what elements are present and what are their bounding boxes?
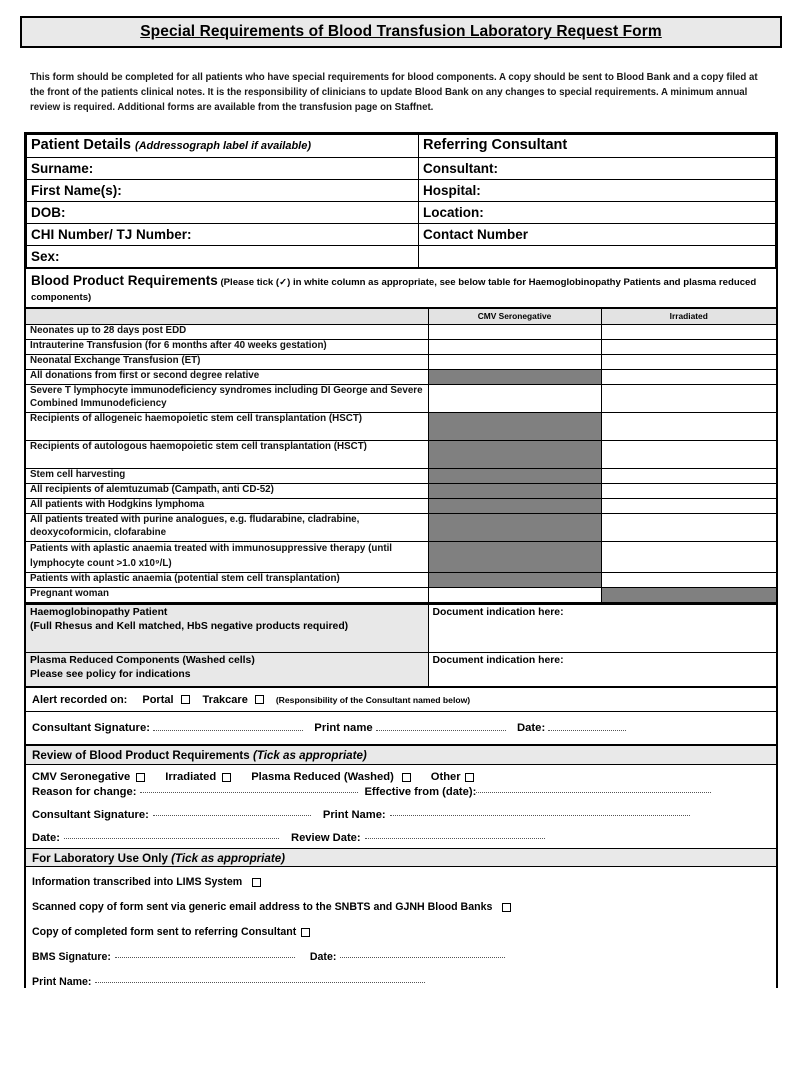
bpr-title: Blood Product Requirements (31, 273, 218, 288)
blood-product-requirements-heading (26, 268, 776, 308)
cmv-tick-cell[interactable] (428, 325, 601, 340)
cmv-tick-cell (428, 541, 601, 572)
alert-note: (Responsibility of the Consultant named below) (275, 694, 471, 705)
scanned-copy-line (32, 901, 770, 913)
irradiated-tick-cell[interactable] (601, 340, 776, 355)
page-title: Special Requirements of Blood Transfusion Laboratory Request Form (140, 23, 662, 40)
date-input[interactable] (548, 730, 626, 731)
table-row (27, 246, 776, 268)
review-bar-note: (Tick as appropriate) (252, 749, 367, 763)
alert-recorded-row (26, 687, 776, 712)
laboratory-bar-title: For Laboratory Use Only (32, 852, 168, 866)
plasma-reduced-title: Plasma Reduced Components (Washed cells) (30, 655, 255, 667)
indication-label: All donations from first or second degree relative (26, 370, 428, 385)
table-row (27, 202, 776, 224)
print-name-input[interactable] (376, 730, 506, 731)
review-other-label: Other (430, 771, 461, 784)
spacer (32, 798, 770, 805)
alert-trakcare-label: Trakcare (202, 693, 248, 706)
document-indication-label: Document indication here: (432, 607, 564, 619)
haemoglobinopathy-title: Haemoglobinopathy Patient (30, 607, 168, 619)
indication-label: Neonates up to 28 days post EDD (26, 325, 428, 340)
consultant-signature-input[interactable] (153, 730, 303, 731)
checkbox-portal[interactable] (181, 695, 190, 704)
indication-label: All recipients of alemtuzumab (Campath, anti CD-52) (26, 484, 428, 499)
cmv-tick-cell[interactable] (428, 340, 601, 355)
review-print-name-input[interactable] (390, 815, 690, 816)
irradiated-tick-cell (601, 588, 776, 603)
cmv-tick-cell (428, 499, 601, 514)
field-contact-number[interactable]: Contact Number (419, 224, 776, 246)
table-row (26, 413, 776, 441)
irradiated-tick-cell[interactable] (601, 370, 776, 385)
alert-portal-label: Portal (142, 693, 174, 706)
table-header-row (26, 309, 776, 325)
table-row (26, 441, 776, 469)
review-bar-title: Review of Blood Product Requirements (32, 749, 250, 763)
laboratory-section-bar (26, 848, 776, 867)
irradiated-tick-cell[interactable] (601, 484, 776, 499)
copy-to-consultant-label: Copy of completed form sent to referring Consultant (32, 926, 297, 939)
document-indication-label: Document indication here: (432, 655, 564, 667)
bms-signature-line (32, 951, 770, 963)
next-review-date-input[interactable] (365, 838, 545, 839)
patient-details-note: (Addressograph label if available) (134, 140, 312, 152)
next-review-date-label: Review Date: (290, 832, 361, 845)
column-header-blank (26, 309, 428, 325)
blood-product-table (26, 308, 776, 604)
table-row (26, 541, 776, 572)
cmv-tick-cell (428, 441, 601, 469)
table-row (26, 370, 776, 385)
field-chi-number[interactable]: CHI Number/ TJ Number: (27, 224, 419, 246)
cmv-tick-cell (428, 370, 601, 385)
intro-part2: patients who have special requirements for blood components. A copy should be sent to Blood Bank and a copy filed at the front of the patients clinical notes. It is the responsibility of clinicians to update Blood Bank on any changes to special requirements. A minimum annual review is required. Additional forms are available from the transfusion page on Staffnet. (30, 72, 758, 114)
patient-details-header (27, 135, 419, 158)
plasma-reduced-cell (26, 653, 428, 687)
bpr-note: (Please tick (✓) in white column as appropriate, see below table for Haemoglobinopathy Patients and plasma reduced components) (31, 277, 757, 303)
review-cmv-label: CMV Seronegative (32, 771, 131, 784)
indication-label: Recipients of autologous haemopoietic stem cell transplantation (HSCT) (26, 441, 428, 469)
spacer (32, 821, 770, 828)
alert-label: Alert recorded on: (32, 693, 128, 706)
copy-to-consultant-line (32, 926, 770, 938)
review-signature-line (32, 809, 770, 821)
field-consultant-blank[interactable] (419, 246, 776, 268)
intro-bold-all: all (192, 72, 203, 83)
intro-part1: This form should be completed for (30, 72, 193, 83)
table-row (26, 513, 776, 541)
checkbox-other[interactable] (465, 773, 474, 782)
effective-from-input[interactable] (476, 792, 711, 793)
irradiated-tick-cell[interactable] (601, 499, 776, 514)
irradiated-tick-cell[interactable] (601, 541, 776, 572)
effective-from-label: Effective from (date): (364, 786, 477, 799)
cmv-tick-cell (428, 573, 601, 588)
cmv-tick-cell (428, 413, 601, 441)
table-row (26, 385, 776, 413)
field-consultant[interactable]: Consultant: (419, 158, 776, 180)
indication-label: Intrauterine Transfusion (for 6 months after 40 weeks gestation) (26, 340, 428, 355)
column-header-cmv-seronegative: CMV Seronegative (428, 309, 601, 325)
table-row (26, 588, 776, 603)
review-options-line (32, 771, 770, 783)
checkbox-cmv-seronegative[interactable] (136, 773, 145, 782)
bms-date-input[interactable] (340, 957, 505, 958)
referring-consultant-header: Referring Consultant (419, 135, 776, 158)
cmv-tick-cell (428, 469, 601, 484)
bms-date-label: Date: (309, 951, 337, 964)
irradiated-tick-cell[interactable] (601, 469, 776, 484)
bms-print-name-label: Print Name: (32, 976, 92, 989)
irradiated-tick-cell[interactable] (601, 513, 776, 541)
bms-print-name-line (32, 976, 770, 988)
field-sex[interactable]: Sex: (27, 246, 419, 268)
irradiated-tick-cell[interactable] (601, 573, 776, 588)
haemoglobinopathy-cell (26, 605, 428, 653)
review-section-bar (26, 746, 776, 765)
irradiated-tick-cell[interactable] (601, 325, 776, 340)
consultant-signature-label: Consultant Signature: (32, 722, 150, 735)
checkbox-trakcare[interactable] (255, 695, 264, 704)
reason-label: Reason for change: (32, 786, 137, 799)
field-dob[interactable]: DOB: (27, 202, 419, 224)
haemoglobinopathy-indication-field[interactable] (428, 605, 776, 653)
plasma-reduced-subtitle: Please see policy for indications (30, 669, 191, 681)
cmv-tick-cell (428, 513, 601, 541)
cmv-tick-cell (428, 484, 601, 499)
table-row (26, 340, 776, 355)
laboratory-body (26, 867, 776, 988)
table-row (26, 484, 776, 499)
irradiated-tick-cell[interactable] (601, 355, 776, 370)
table-row (26, 573, 776, 588)
review-print-name-label: Print Name: (322, 809, 386, 822)
checkbox-lims-transcribed[interactable] (252, 878, 261, 887)
table-row (26, 469, 776, 484)
field-hospital[interactable]: Hospital: (419, 180, 776, 202)
table-row (26, 325, 776, 340)
table-row (26, 355, 776, 370)
cmv-tick-cell[interactable] (428, 588, 601, 603)
table-row (27, 224, 776, 246)
form-frame (24, 132, 778, 988)
review-plasma-label: Plasma Reduced (Washed) (251, 771, 394, 784)
review-date-input[interactable] (64, 838, 279, 839)
checkbox-scanned-copy[interactable] (502, 903, 511, 912)
indication-label: Stem cell harvesting (26, 469, 428, 484)
indication-label: Recipients of allogeneic haemopoietic stem cell transplantation (HSCT) (26, 413, 428, 441)
lims-label: Information transcribed into LIMS System (32, 876, 243, 889)
indication-label: Severe T lymphocyte immunodeficiency syndromes including DI George and Severe Combined Immunodeficiency (26, 385, 428, 413)
table-row (26, 499, 776, 514)
reason-input[interactable] (140, 792, 358, 793)
indication-label: All patients with Hodgkins lymphoma (26, 499, 428, 514)
special-products-table (26, 604, 776, 687)
form-title-box (20, 16, 782, 48)
cmv-tick-cell[interactable] (428, 385, 601, 413)
field-surname[interactable]: Surname: (27, 158, 419, 180)
checkbox-irradiated[interactable] (222, 773, 231, 782)
bms-signature-input[interactable] (115, 957, 295, 958)
consultant-signature-strip-top (26, 712, 776, 746)
table-row (26, 605, 776, 653)
plasma-reduced-indication-field[interactable] (428, 653, 776, 687)
indication-label: Patients with aplastic anaemia (potential stem cell transplantation) (26, 573, 428, 588)
bms-signature-label: BMS Signature: (32, 951, 111, 964)
laboratory-bar-note: (Tick as appropriate) (171, 852, 285, 866)
checkbox-copy-to-consultant[interactable] (301, 928, 310, 937)
haemoglobinopathy-detail: (Full Rhesus and Kell matched, HbS negative products required) (30, 621, 349, 633)
indication-label: All patients treated with purine analogues, e.g. fludarabine, cladrabine, deoxycoformicin, clofarabine (26, 513, 428, 541)
table-row (26, 653, 776, 687)
lims-line (32, 876, 770, 888)
reason-for-change-line (32, 786, 770, 798)
table-row (27, 180, 776, 202)
review-date-line (32, 832, 770, 844)
irradiated-tick-cell[interactable] (601, 413, 776, 441)
indication-label: Neonatal Exchange Transfusion (ET) (26, 355, 428, 370)
patient-details-title: Patient Details (31, 137, 131, 153)
scanned-copy-label: Scanned copy of form sent via generic email address to the SNBTS and GJNH Blood Banks (32, 901, 493, 914)
review-consultant-signature-input[interactable] (153, 815, 311, 816)
indication-label: Pregnant woman (26, 588, 428, 603)
checkbox-plasma-reduced[interactable] (402, 773, 411, 782)
review-consultant-signature-label: Consultant Signature: (32, 809, 149, 822)
irradiated-tick-cell[interactable] (601, 441, 776, 469)
irradiated-tick-cell[interactable] (601, 385, 776, 413)
cmv-tick-cell[interactable] (428, 355, 601, 370)
review-irradiated-label: Irradiated (165, 771, 217, 784)
table-row (27, 158, 776, 180)
field-first-names[interactable]: First Name(s): (27, 180, 419, 202)
table-row (27, 135, 776, 158)
intro-paragraph (30, 70, 772, 115)
review-body (26, 765, 776, 848)
bms-print-name-input[interactable] (95, 982, 425, 983)
patient-consultant-table (26, 134, 776, 268)
field-location[interactable]: Location: (419, 202, 776, 224)
review-date-label: Date: (32, 832, 60, 845)
date-label: Date: (516, 722, 546, 735)
indication-label: Patients with aplastic anaemia treated with immunosuppressive therapy (until lymphocyte count >1.0 x10⁹/L) (26, 541, 428, 572)
print-name-label: Print name (314, 722, 373, 735)
column-header-irradiated: Irradiated (601, 309, 776, 325)
